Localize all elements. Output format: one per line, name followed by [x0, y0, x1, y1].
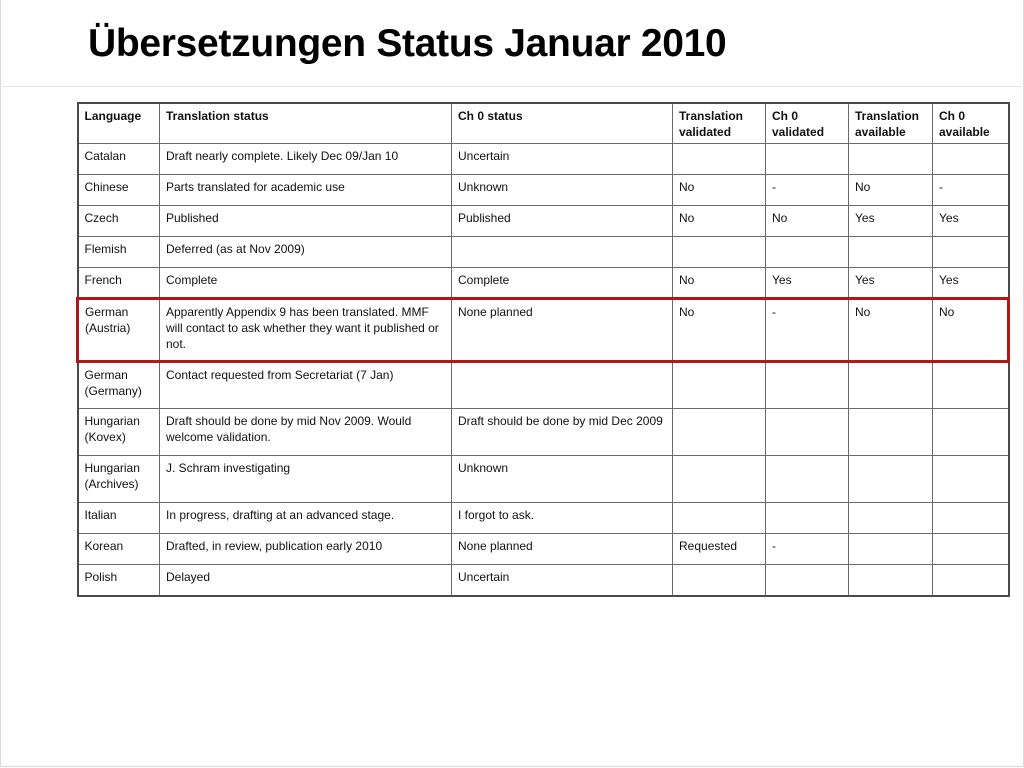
translation-status-table: [76, 102, 1010, 597]
table-row-czech: [78, 206, 1009, 237]
cell-translation-validated: [673, 144, 766, 175]
cell-translation-status: Draft should be done by mid Nov 2009. Would welcome validation.: [160, 409, 452, 456]
table-row-german-austria-highlighted: [78, 299, 1009, 362]
cell-language: Flemish: [78, 237, 160, 268]
header-translation-available: Translation available: [849, 103, 933, 144]
cell-translation-available: [849, 362, 933, 409]
table-row-polish: [78, 565, 1009, 596]
cell-ch0-status: Unknown: [452, 175, 673, 206]
cell-language: Italian: [78, 503, 160, 534]
cell-translation-validated: No: [673, 175, 766, 206]
cell-translation-available: No: [849, 175, 933, 206]
cell-translation-status: Complete: [160, 268, 452, 299]
cell-translation-validated: No: [673, 299, 766, 362]
table-row-hungarian-archives: [78, 456, 1009, 503]
header-translation-status: Translation status: [160, 103, 452, 144]
cell-language: French: [78, 268, 160, 299]
cell-ch0-available: [933, 144, 1009, 175]
cell-translation-available: [849, 237, 933, 268]
cell-ch0-validated: -: [766, 175, 849, 206]
cell-ch0-available: [933, 409, 1009, 456]
cell-ch0-available: No: [933, 299, 1009, 362]
cell-language: Czech: [78, 206, 160, 237]
cell-ch0-status: None planned: [452, 299, 673, 362]
cell-language: Korean: [78, 534, 160, 565]
cell-language: Catalan: [78, 144, 160, 175]
cell-translation-validated: No: [673, 268, 766, 299]
cell-ch0-available: [933, 456, 1009, 503]
title-divider: [0, 86, 1024, 87]
cell-ch0-available: [933, 237, 1009, 268]
table-row-korean: [78, 534, 1009, 565]
cell-language: Hungarian (Kovex): [78, 409, 160, 456]
header-translation-validated: Translation validated: [673, 103, 766, 144]
cell-language: Polish: [78, 565, 160, 596]
cell-translation-status: J. Schram investigating: [160, 456, 452, 503]
cell-ch0-status: I forgot to ask.: [452, 503, 673, 534]
cell-ch0-available: Yes: [933, 206, 1009, 237]
cell-ch0-available: -: [933, 175, 1009, 206]
cell-translation-status: Delayed: [160, 565, 452, 596]
header-language: Language: [78, 103, 160, 144]
cell-translation-validated: [673, 237, 766, 268]
cell-translation-validated: [673, 456, 766, 503]
cell-ch0-status: Unknown: [452, 456, 673, 503]
cell-ch0-available: Yes: [933, 268, 1009, 299]
cell-translation-status: Parts translated for academic use: [160, 175, 452, 206]
cell-translation-available: [849, 503, 933, 534]
cell-ch0-status: [452, 362, 673, 409]
table-row-german-germany: [78, 362, 1009, 409]
table-row-flemish: [78, 237, 1009, 268]
table-row-french: [78, 268, 1009, 299]
table-row-italian: [78, 503, 1009, 534]
cell-translation-available: [849, 565, 933, 596]
cell-ch0-status: Published: [452, 206, 673, 237]
cell-ch0-available: [933, 565, 1009, 596]
cell-translation-status: In progress, drafting at an advanced stage.: [160, 503, 452, 534]
cell-ch0-validated: [766, 144, 849, 175]
cell-ch0-validated: [766, 409, 849, 456]
table-row-catalan: [78, 144, 1009, 175]
cell-ch0-status: [452, 237, 673, 268]
cell-translation-status: Contact requested from Secretariat (7 Jan): [160, 362, 452, 409]
slide-title: Übersetzungen Status Januar 2010: [88, 22, 727, 65]
cell-ch0-validated: [766, 565, 849, 596]
cell-ch0-validated: [766, 362, 849, 409]
cell-translation-available: No: [849, 299, 933, 362]
status-table-container: [76, 102, 1010, 597]
cell-translation-available: Yes: [849, 206, 933, 237]
cell-translation-status: Draft nearly complete. Likely Dec 09/Jan 10: [160, 144, 452, 175]
cell-ch0-status: Draft should be done by mid Dec 2009: [452, 409, 673, 456]
cell-translation-status: Apparently Appendix 9 has been translated. MMF will contact to ask whether they want it published or not.: [160, 299, 452, 362]
header-ch0-available: Ch 0 available: [933, 103, 1009, 144]
cell-translation-available: Yes: [849, 268, 933, 299]
header-ch0-validated: Ch 0 validated: [766, 103, 849, 144]
cell-translation-available: [849, 409, 933, 456]
cell-ch0-status: Uncertain: [452, 565, 673, 596]
header-ch0-status: Ch 0 status: [452, 103, 673, 144]
cell-translation-available: [849, 534, 933, 565]
cell-language: Hungarian (Archives): [78, 456, 160, 503]
cell-translation-validated: Requested: [673, 534, 766, 565]
cell-ch0-available: [933, 503, 1009, 534]
cell-translation-validated: [673, 503, 766, 534]
cell-ch0-validated: -: [766, 299, 849, 362]
cell-ch0-validated: -: [766, 534, 849, 565]
cell-language: Chinese: [78, 175, 160, 206]
cell-translation-available: [849, 456, 933, 503]
cell-ch0-validated: [766, 503, 849, 534]
cell-translation-validated: No: [673, 206, 766, 237]
cell-translation-status: Drafted, in review, publication early 2010: [160, 534, 452, 565]
cell-ch0-validated: [766, 237, 849, 268]
table-body: [78, 144, 1009, 596]
table-row-hungarian-kovex: [78, 409, 1009, 456]
cell-ch0-validated: [766, 456, 849, 503]
cell-ch0-available: [933, 362, 1009, 409]
cell-ch0-status: None planned: [452, 534, 673, 565]
cell-ch0-status: Complete: [452, 268, 673, 299]
cell-translation-validated: [673, 565, 766, 596]
cell-translation-status: Published: [160, 206, 452, 237]
cell-ch0-status: Uncertain: [452, 144, 673, 175]
cell-translation-available: [849, 144, 933, 175]
cell-translation-status: Deferred (as at Nov 2009): [160, 237, 452, 268]
cell-language: German (Austria): [78, 299, 160, 362]
table-header-row: [78, 103, 1009, 144]
cell-language: German (Germany): [78, 362, 160, 409]
cell-translation-validated: [673, 409, 766, 456]
cell-ch0-validated: No: [766, 206, 849, 237]
cell-translation-validated: [673, 362, 766, 409]
table-row-chinese: [78, 175, 1009, 206]
cell-ch0-available: [933, 534, 1009, 565]
cell-ch0-validated: Yes: [766, 268, 849, 299]
